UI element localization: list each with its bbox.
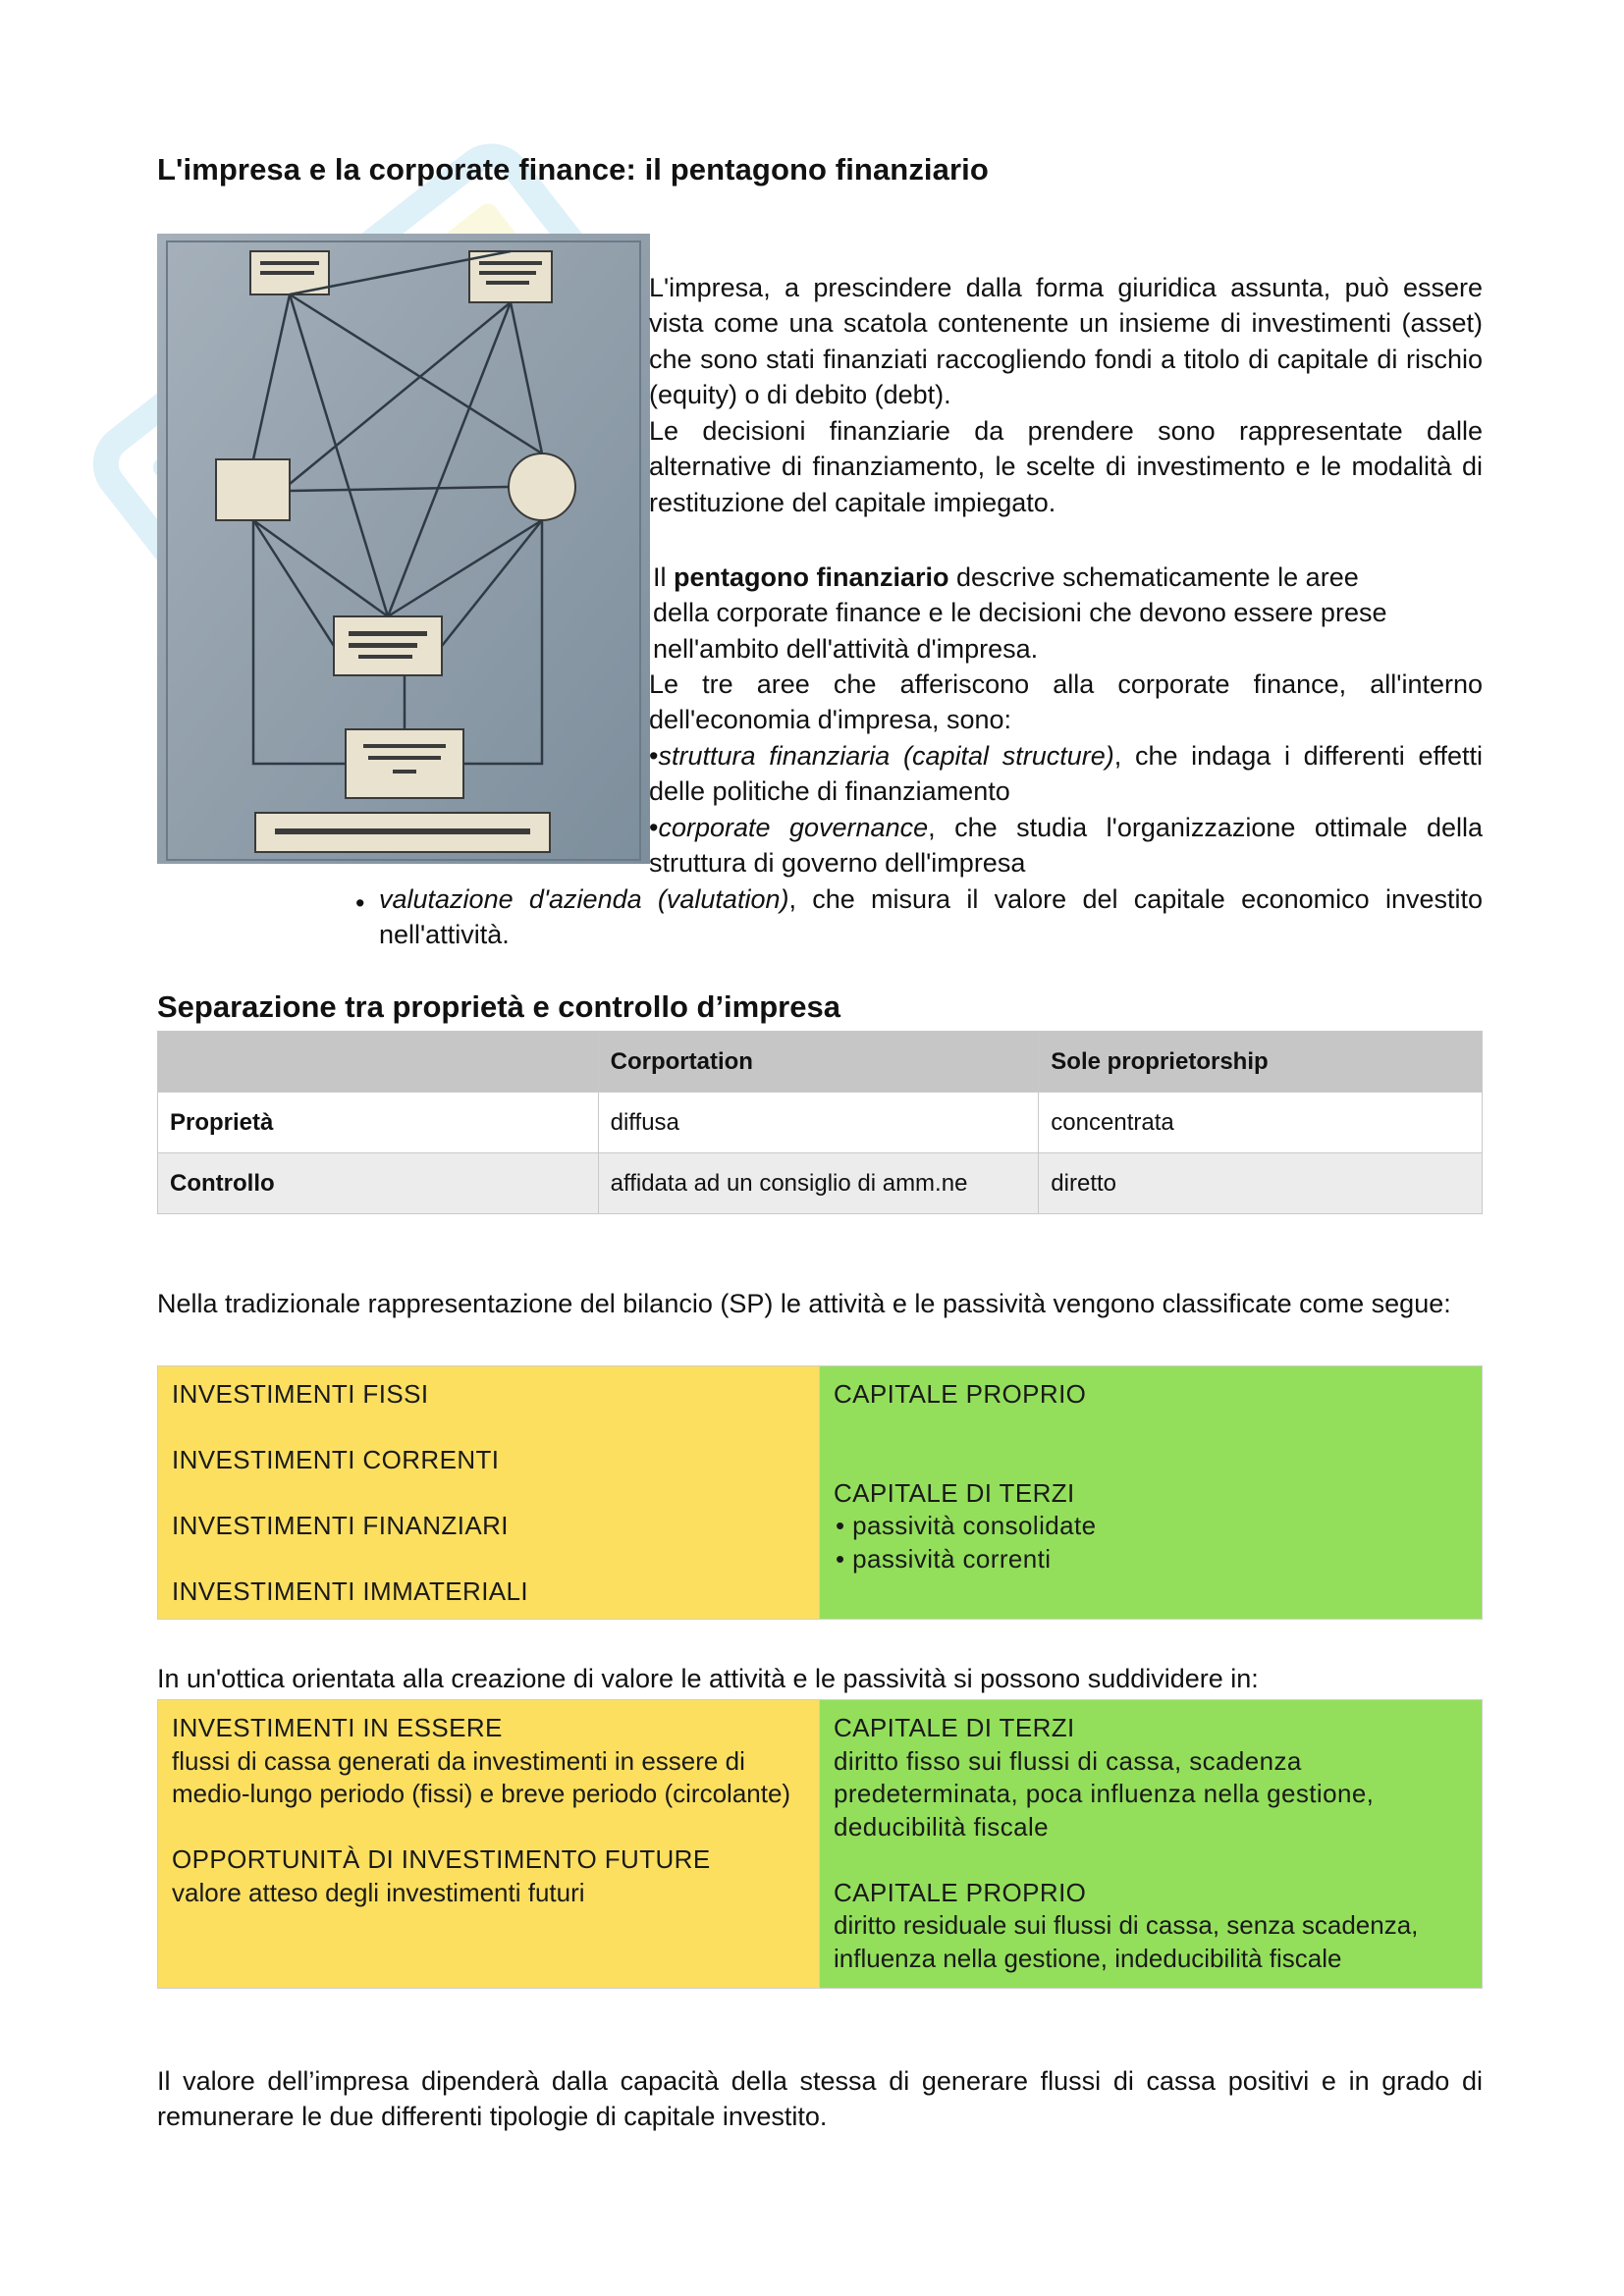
valore-left2-text: valore atteso degli investimenti futuri <box>172 1877 585 1907</box>
bilancio-asset-item: INVESTIMENTI CORRENTI <box>172 1445 500 1474</box>
row-label: Proprietà <box>158 1093 599 1153</box>
pentagon-diagram <box>157 234 650 864</box>
bilancio-assets <box>158 1366 820 1619</box>
row-label: Controllo <box>158 1153 599 1214</box>
valore-liabilities <box>820 1700 1482 1988</box>
closing-paragraph: Il valore dell’impresa dipenderà dalla capacità della stessa di generare flussi di cassa positivi e in grado di remunerare le due differenti tipologie di capitale investito. <box>157 2066 1483 2132</box>
area-item-structure: •struttura finanziaria (capital structure), che indaga i differenti effetti delle politiche di finanziamento <box>649 741 1483 807</box>
valore-right1-title: CAPITALE DI TERZI <box>834 1713 1075 1742</box>
area-item-structure-ital: struttura finanziaria (capital structure) <box>658 741 1114 771</box>
cell-corporation: affidata ad un consiglio di amm.ne <box>598 1153 1039 1214</box>
cell-corporation: diffusa <box>598 1093 1039 1153</box>
table-header-corporation: Corportation <box>598 1032 1039 1093</box>
area-item-valuation <box>379 881 1483 953</box>
circle-right <box>509 454 575 520</box>
bilancio-liabilities <box>820 1366 1482 1619</box>
valore-left1-title: INVESTIMENTI IN ESSERE <box>172 1713 503 1742</box>
valore-table <box>157 1699 1483 1989</box>
table-row <box>158 1093 1483 1153</box>
three-areas-paragraph: Le tre aree che afferiscono alla corporate finance, all'interno dell'economia d'impresa, sono: <box>649 669 1483 735</box>
separation-heading: Separazione tra proprietà e controllo d’impresa <box>157 989 840 1024</box>
area-item-valuation-ital: valutazione d'azienda (valutation) <box>379 884 789 914</box>
valore-assets <box>158 1700 820 1988</box>
area-item-governance-ital: corporate governance <box>658 813 929 842</box>
bilancio-asset-item: INVESTIMENTI FINANZIARI <box>172 1511 509 1540</box>
separation-table <box>157 1031 1483 1214</box>
box-left <box>216 459 290 520</box>
table-header-empty <box>158 1032 599 1093</box>
box-gestione <box>346 729 463 798</box>
pentagon-diagram-image <box>157 234 650 864</box>
area-item-valuation-rest: , che misura il valore del capitale economico investito nell'attività. <box>379 884 1483 950</box>
bilancio-intro: Nella tradizionale rappresentazione del bilancio (SP) le attività e le passività vengono classificate come segue: <box>157 1289 1451 1318</box>
bilancio-sub-item: • passività consolidate <box>834 1510 1468 1543</box>
valore-right2-title: CAPITALE PROPRIO <box>834 1877 1087 1907</box>
bilancio-asset-item: INVESTIMENTI FISSI <box>172 1379 429 1409</box>
decisions-paragraph: Le decisioni finanziarie da prendere sono rappresentate dalle alternative di finanziamento, le scelte di investimento e le modalità di restituzione del capitale impiegato. <box>649 416 1483 517</box>
bilancio-table <box>157 1365 1483 1620</box>
cell-sole: concentrata <box>1039 1093 1483 1153</box>
box-valutazione <box>469 251 552 302</box>
intro-paragraph: L'impresa, a prescindere dalla forma giuridica assunta, può essere vista come una scatola contenente un insieme di investimenti (asset) che sono stati finanziati raccogliendo fondi a titolo di capitale di rischio (equity) o di debito (debt). <box>649 273 1483 409</box>
bilancio-asset-item: INVESTIMENTI IMMATERIALI <box>172 1576 529 1606</box>
pentagon-paragraph <box>653 560 1409 667</box>
bilancio-capitale-terzi: CAPITALE DI TERZI <box>834 1477 1075 1508</box>
valore-left2-title: OPPORTUNITÀ DI INVESTIMENTO FUTURE <box>172 1844 711 1874</box>
table-header-row <box>158 1032 1483 1093</box>
valore-right2-text: diritto residuale sui flussi di cassa, senza scadenza, influenza nella gestione, indeducibilità fiscale <box>834 1910 1419 1973</box>
page-title: L'impresa e la corporate finance: il pentagono finanziario <box>157 152 989 187</box>
bilancio-sub-item: • passività correnti <box>834 1543 1468 1576</box>
area-item-governance-rest: , che studia l'organizzazione ottimale della struttura di governo dell'impresa <box>649 813 1484 879</box>
cell-sole: diretto <box>1039 1153 1483 1214</box>
bilancio-capitale-proprio: CAPITALE PROPRIO <box>834 1379 1087 1409</box>
pentagon-prefix: Il <box>653 562 667 592</box>
area-item-structure-rest: , che indaga i differenti effetti delle politiche di finanziamento <box>649 741 1483 807</box>
valore-left1-text: flussi di cassa generati da investimenti in essere di medio-lungo periodo (fissi) e breve periodo (circolante) <box>172 1745 791 1808</box>
pentagon-rest: descrive schematicamente le aree della corporate finance e le decisioni che devono essere prese nell'ambito dell'attività d'impresa. <box>653 562 1387 664</box>
area-item-governance: •corporate governance, che studia l'organizzazione ottimale della struttura di governo dell'impresa <box>649 813 1484 879</box>
valore-intro: In un'ottica orientata alla creazione di valore le attività e le passività si possono suddividere in: <box>157 1664 1259 1693</box>
bullet-marker: • <box>355 888 365 918</box>
pentagon-bold: pentagono finanziario <box>674 562 949 592</box>
table-header-sole: Sole proprietorship <box>1039 1032 1483 1093</box>
valore-right1-text: diritto fisso sui flussi di cassa, scadenza predeterminata, poca influenza nella gestione, deducibilità fiscale <box>834 1745 1375 1842</box>
table-row <box>158 1153 1483 1214</box>
